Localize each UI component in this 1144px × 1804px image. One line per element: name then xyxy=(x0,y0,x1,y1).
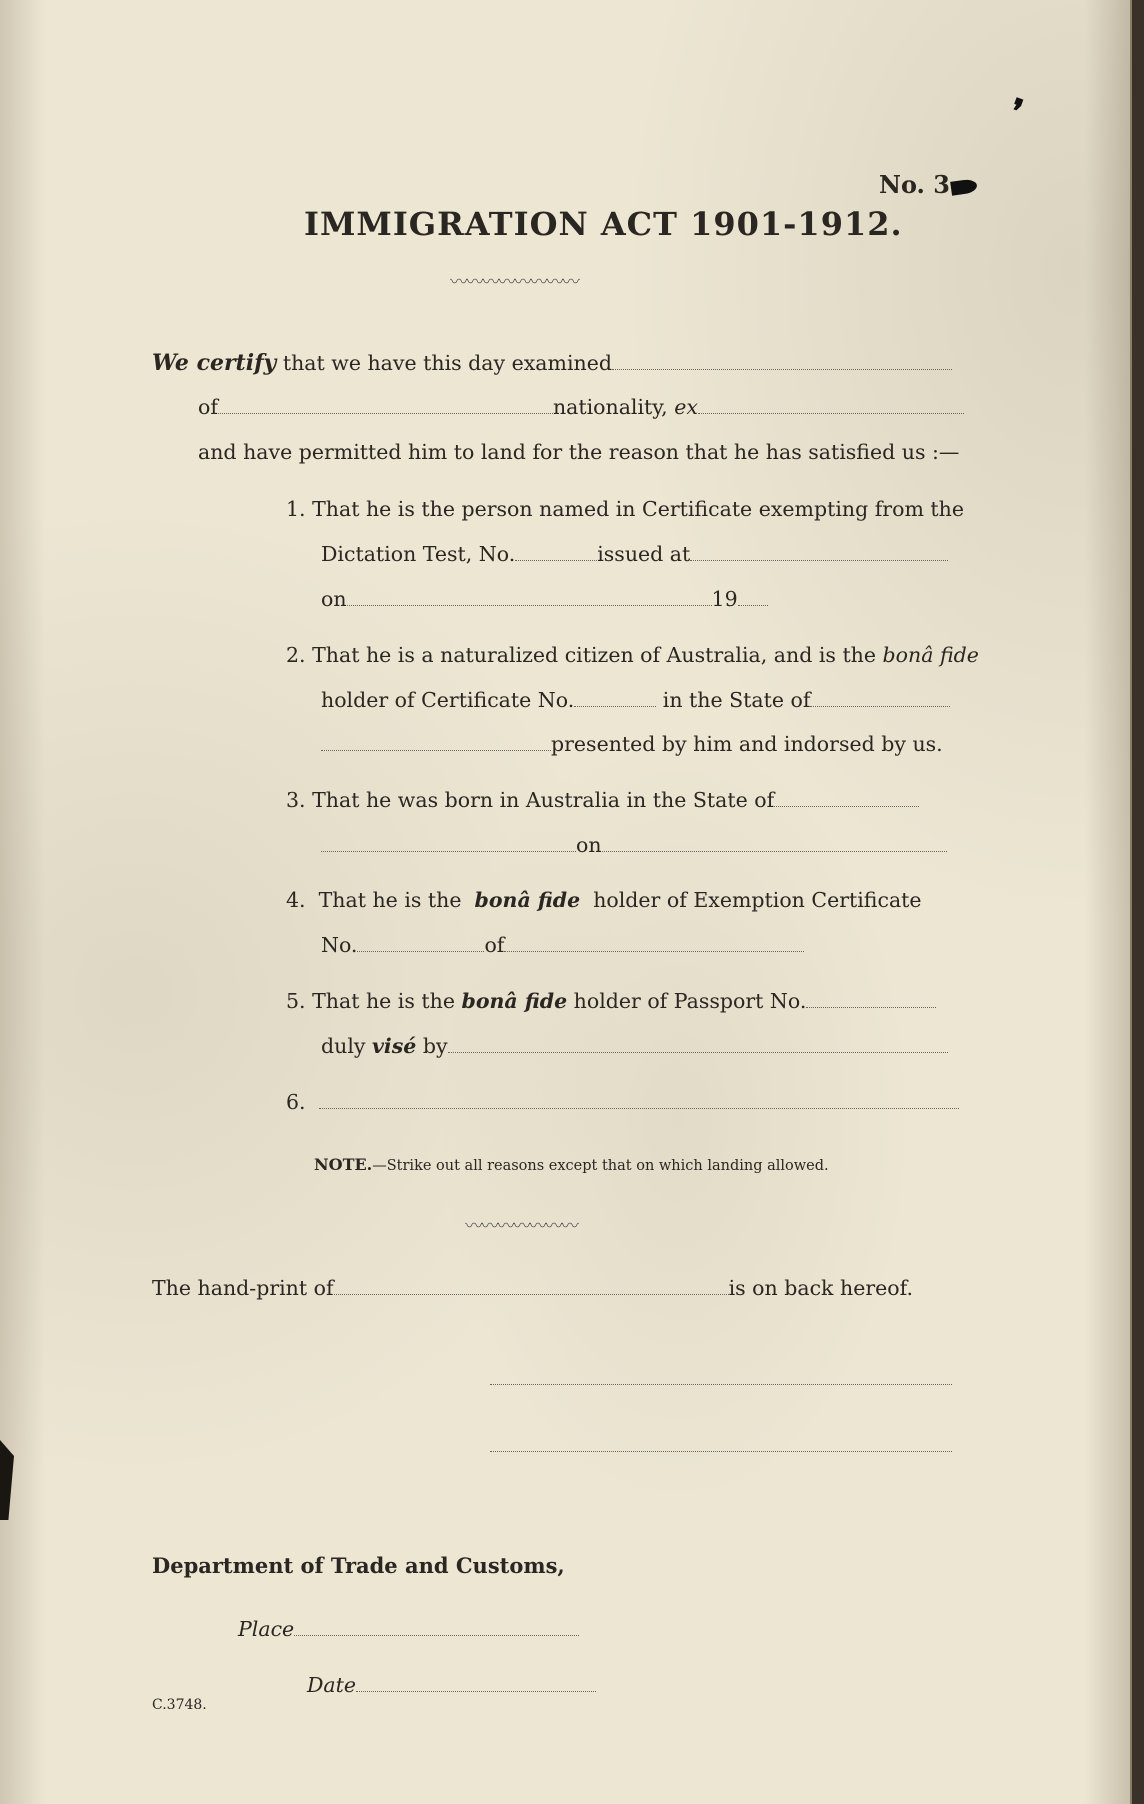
certificate-label: holder of Certificate No. xyxy=(321,688,575,712)
reason-2-line-2 xyxy=(321,688,950,712)
by-label: by xyxy=(422,1034,448,1058)
reason-number: 1. xyxy=(286,497,306,521)
ex-label: ex xyxy=(674,395,698,419)
examined-name-field[interactable] xyxy=(612,368,952,370)
serial-ink-blot xyxy=(950,178,978,195)
reason-1-line-1 xyxy=(286,497,964,521)
on-label: on xyxy=(576,833,602,857)
reason-3-line-2 xyxy=(321,833,947,857)
ink-mark: ❜ xyxy=(1003,91,1028,133)
on-label: on xyxy=(321,587,347,611)
page-title: IMMIGRATION ACT 1901-1912. xyxy=(304,205,903,243)
issued-at-field[interactable] xyxy=(690,559,948,561)
dictation-test-label: Dictation Test, No. xyxy=(321,542,516,566)
issued-at-label: issued at xyxy=(597,542,691,566)
certify-line-2 xyxy=(198,395,964,419)
bona-fide-text: bonâ fide xyxy=(474,888,581,912)
nationality-label: nationality, xyxy=(552,395,668,419)
certify-lead: We certify xyxy=(152,350,277,376)
department-name: Department of Trade and Customs, xyxy=(152,1553,565,1578)
other-reason-field[interactable] xyxy=(319,1107,959,1109)
birth-state-field[interactable] xyxy=(774,805,919,807)
no-label: No. xyxy=(321,933,358,957)
birth-date-field[interactable] xyxy=(602,850,947,852)
birth-place-field[interactable] xyxy=(321,850,576,852)
reason-5-line-2 xyxy=(321,1034,948,1058)
reason-text-cont: holder of Exemption Certificate xyxy=(593,888,922,912)
reason-text: That he was born in Australia in the State of xyxy=(312,788,775,812)
exemption-number-field[interactable] xyxy=(357,950,484,952)
duly-label: duly xyxy=(321,1034,366,1058)
serial-number: No. 3 xyxy=(879,170,977,199)
certify-line-3: and have permitted him to land for the reason that he has satisfied us :— xyxy=(198,440,960,464)
place-field[interactable] xyxy=(294,1634,579,1636)
issued-on-field[interactable] xyxy=(347,604,712,606)
year-field[interactable] xyxy=(738,604,768,606)
vise-text: visé xyxy=(372,1034,417,1058)
handprint-text: is on back hereof. xyxy=(728,1276,913,1300)
date-line xyxy=(307,1673,596,1697)
bona-fide-text: bonâ fide xyxy=(461,989,568,1013)
note-text: —Strike out all reasons except that on which landing allowed. xyxy=(372,1158,829,1174)
ship-field[interactable] xyxy=(698,412,964,414)
place-label: Place xyxy=(238,1617,295,1641)
date-label: Date xyxy=(307,1673,357,1697)
form-code: C.3748. xyxy=(152,1697,207,1713)
state-field[interactable] xyxy=(810,705,950,707)
note-label: NOTE. xyxy=(314,1155,373,1174)
handprint-line xyxy=(152,1276,913,1300)
dictation-test-number-field[interactable] xyxy=(515,559,597,561)
presented-field[interactable] xyxy=(321,749,551,751)
reason-2-line-3 xyxy=(321,732,943,756)
reason-6-line xyxy=(286,1090,959,1114)
handprint-label: The hand-print of xyxy=(152,1276,334,1300)
handprint-name-field[interactable] xyxy=(334,1293,729,1295)
certificate-number-field[interactable] xyxy=(574,705,656,707)
passport-number-field[interactable] xyxy=(806,1006,936,1008)
reason-text: That he is the xyxy=(318,888,462,912)
certify-line-1 xyxy=(152,350,952,376)
of-label: of xyxy=(484,933,505,957)
signature-line-2[interactable] xyxy=(490,1437,952,1456)
reason-4-line-1 xyxy=(286,888,922,912)
reason-4-line-2 xyxy=(321,933,804,957)
reason-number: 2. xyxy=(286,643,306,667)
reason-1-line-3 xyxy=(321,587,768,611)
place-line xyxy=(238,1617,579,1641)
state-label: in the State of xyxy=(662,688,811,712)
presented-text: presented by him and indorsed by us. xyxy=(551,732,943,756)
reason-1-line-2 xyxy=(321,542,948,566)
reason-number: 6. xyxy=(286,1090,306,1114)
reason-text-cont: holder of Passport No. xyxy=(573,989,807,1013)
reason-number: 3. xyxy=(286,788,306,812)
origin-field[interactable] xyxy=(218,412,553,414)
reason-5-line-1 xyxy=(286,989,936,1013)
title-ornament: 〰〰〰〰〰〰〰〰 xyxy=(450,272,578,293)
note-line xyxy=(314,1155,829,1174)
exemption-of-field[interactable] xyxy=(504,950,804,952)
bona-fide-text: bonâ fide xyxy=(882,643,979,667)
note-ornament: 〰〰〰〰〰〰〰 xyxy=(465,1216,577,1237)
reason-number: 5. xyxy=(286,989,306,1013)
date-field[interactable] xyxy=(356,1690,596,1692)
reason-number: 4. xyxy=(286,888,306,912)
of-label: of xyxy=(198,395,218,419)
reason-text: That he is the person named in Certificate exempting from the xyxy=(312,497,964,521)
reason-text: That he is a naturalized citizen of Australia, and is the xyxy=(312,643,877,667)
signature-line-1[interactable] xyxy=(490,1370,952,1389)
year-prefix: 19 xyxy=(711,587,738,611)
reason-3-line-1 xyxy=(286,788,919,812)
reason-2-line-1 xyxy=(286,643,979,667)
vise-by-field[interactable] xyxy=(448,1051,948,1053)
certify-text: that we have this day examined xyxy=(282,351,612,375)
reason-text: That he is the xyxy=(312,989,455,1013)
